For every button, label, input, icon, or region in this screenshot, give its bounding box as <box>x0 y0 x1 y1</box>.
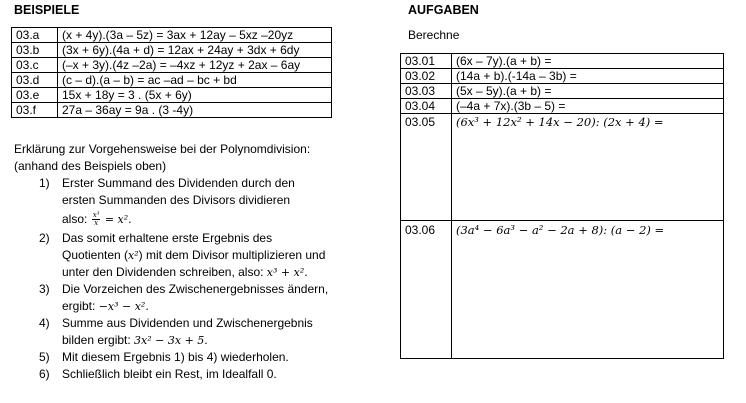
example-text: (x + 4y).(3a – 5z) = 3ax + 12ay – 5xz –20yz <box>58 28 332 43</box>
task-row <box>401 114 724 221</box>
task-text: (6x – 7y).(a + b) = <box>452 54 724 69</box>
examples-table <box>11 27 332 118</box>
task-code: 03.02 <box>401 69 452 84</box>
task-row <box>401 221 724 359</box>
tasks-table <box>400 53 724 359</box>
task-code: 03.04 <box>401 99 452 114</box>
step-1: 1) Erster Summand des Dividenden durch den ersten Summanden des Divisors dividieren also: $\frac{\text{x³}}{x}$ = x². <box>39 176 295 228</box>
example-row <box>12 73 332 88</box>
task-text: (14a + b).(-14a – 3b) = <box>452 69 724 84</box>
explanation <box>14 141 374 383</box>
tasks-instruction: Berechne <box>408 28 460 42</box>
example-code: 03.d <box>12 73 58 88</box>
example-row <box>12 58 332 73</box>
step-4: 4) Summe aus Dividenden und Zwischenergebnis bilden ergibt: 3x² − 3x + 5. <box>39 316 313 347</box>
task-row <box>401 99 724 114</box>
task-row <box>401 54 724 69</box>
example-row <box>12 43 332 58</box>
tasks-heading: AUFGABEN <box>408 3 479 17</box>
example-text: (3x + 6y).(4a + d) = 12ax + 24ay + 3dx + 6dy <box>58 43 332 58</box>
example-row <box>12 88 332 103</box>
task-code: 03.06 <box>401 221 452 359</box>
example-code: 03.c <box>12 58 58 73</box>
example-code: 03.f <box>12 103 58 118</box>
explanation-title: Erklärung zur Vorgehensweise bei der Polynomdivision: <box>14 142 311 156</box>
step-3: 3) Die Vorzeichen des Zwischenergebnisses ändern, ergibt: −x³ − x². <box>39 282 329 313</box>
example-code: 03.b <box>12 43 58 58</box>
step-2: 2) Das somit erhaltene erste Ergebnis des Quotienten (x²) mit dem Divisor multiplizieren und unter den Dividenden schreiben, also: x³ + x². <box>39 231 326 279</box>
task-row <box>401 69 724 84</box>
example-text: 15x + 18y = 3 . (5x + 6y) <box>58 88 332 103</box>
example-code: 03.a <box>12 28 58 43</box>
example-text: (c – d).(a – b) = ac –ad – bc + bd <box>58 73 332 88</box>
examples-heading: BEISPIELE <box>14 3 80 17</box>
example-row <box>12 103 332 118</box>
steps-list <box>14 175 374 383</box>
example-text: 27a – 36ay = 9a . (3 -4y) <box>58 103 332 118</box>
task-code: 03.01 <box>401 54 452 69</box>
step-5: 5) Mit diesem Ergebnis 1) bis 4) wiederholen. <box>39 350 289 364</box>
task-text: (–4a + 7x).(3b – 5) = <box>452 99 724 114</box>
fraction: $\frac{\text{x³}}{x}$ <box>92 211 100 228</box>
explanation-subtitle: (anhand des Beispiels oben) <box>14 159 167 173</box>
task-text: (6x³ + 12x² + 14x − 20): (2x + 4) = <box>452 114 724 221</box>
task-code: 03.03 <box>401 84 452 99</box>
example-text: (–x + 3y).(4z –2a) = –4xz + 12yz + 2ax – 6ay <box>58 58 332 73</box>
example-row <box>12 28 332 43</box>
task-code: 03.05 <box>401 114 452 221</box>
task-text: (5x – 5y).(a + b) = <box>452 84 724 99</box>
example-code: 03.e <box>12 88 58 103</box>
task-text: (3a⁴ − 6a³ − a² − 2a + 8): (a − 2) = <box>452 221 724 359</box>
step-6: 6) Schließlich bleibt ein Rest, im Idealfall 0. <box>39 367 277 381</box>
task-row <box>401 84 724 99</box>
